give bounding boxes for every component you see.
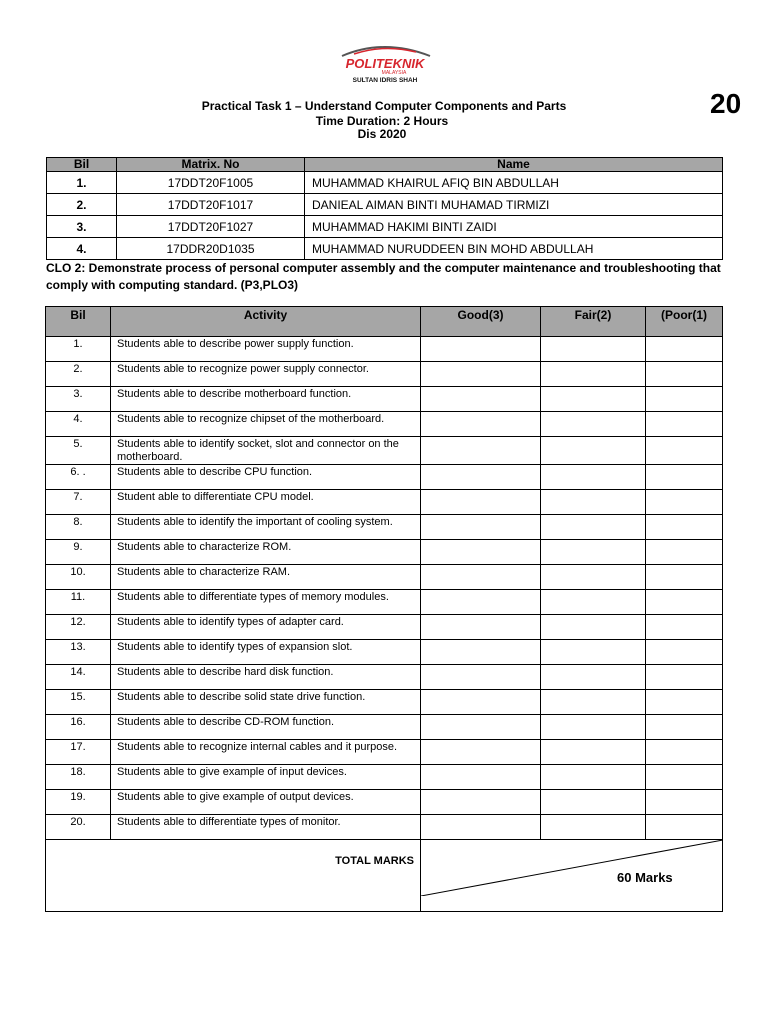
rubric-row: [46, 590, 723, 615]
rubric-row: [46, 715, 723, 740]
rubric-row: [46, 540, 723, 565]
rubric-row: [46, 437, 723, 465]
rubric-number: 1.: [46, 337, 111, 362]
student-name: MUHAMMAD KHAIRUL AFIQ BIN ABDULLAH: [305, 172, 723, 194]
rubric-activity: Students able to describe CPU function.: [111, 465, 421, 490]
rubric-number: 6. .: [46, 465, 111, 490]
rubric-fair-cell[interactable]: [541, 437, 646, 465]
student-bil: 1.: [47, 172, 117, 194]
rubric-number: 16.: [46, 715, 111, 740]
rubric-fair-cell[interactable]: [541, 362, 646, 387]
student-row: [47, 172, 723, 194]
rubric-number: 18.: [46, 765, 111, 790]
student-row: [47, 216, 723, 238]
rubric-activity: Students able to describe CD-ROM function.: [111, 715, 421, 740]
rubric-poor-cell[interactable]: [646, 437, 723, 465]
rubric-number: 8.: [46, 515, 111, 540]
rubric-poor-cell[interactable]: [646, 412, 723, 437]
rubric-number: 13.: [46, 640, 111, 665]
total-diagonal-line: [421, 840, 723, 896]
rubric-activity: Student able to differentiate CPU model.: [111, 490, 421, 515]
rubric-number: 12.: [46, 615, 111, 640]
rubric-number: 10.: [46, 565, 111, 590]
rubric-fair-cell[interactable]: [541, 465, 646, 490]
rubric-body: [46, 337, 723, 912]
rubric-good-cell[interactable]: [421, 515, 541, 540]
rubric-header: [46, 307, 723, 337]
rubric-activity: Students able to identify types of expansion slot.: [111, 640, 421, 665]
rubric-good-cell[interactable]: [421, 815, 541, 840]
rubric-poor-cell[interactable]: [646, 815, 723, 840]
total-marks-cell: [421, 840, 723, 912]
student-bil: 4.: [47, 238, 117, 260]
rubric-activity: Students able to give example of input devices.: [111, 765, 421, 790]
rubric-fair-cell[interactable]: [541, 412, 646, 437]
rubric-good-cell[interactable]: [421, 437, 541, 465]
rubric-row: [46, 490, 723, 515]
rubric-good-cell[interactable]: [421, 465, 541, 490]
student-table-header: [47, 158, 723, 172]
student-matrix: 17DDT20F1005: [117, 172, 305, 194]
rubric-poor-cell[interactable]: [646, 640, 723, 665]
rubric-good-cell[interactable]: [421, 565, 541, 590]
rubric-activity: Students able to give example of output devices.: [111, 790, 421, 815]
rubric-activity: Students able to recognize chipset of the motherboard.: [111, 412, 421, 437]
rubric-good-cell[interactable]: [421, 790, 541, 815]
rubric-header-poor: (Poor(1): [646, 307, 723, 337]
header-matrix-no: Matrix. No: [117, 158, 305, 172]
student-matrix: 17DDT20F1027: [117, 216, 305, 238]
student-bil: 3.: [47, 216, 117, 238]
rubric-good-cell[interactable]: [421, 590, 541, 615]
rubric-good-cell[interactable]: [421, 640, 541, 665]
rubric-fair-cell[interactable]: [541, 515, 646, 540]
rubric-poor-cell[interactable]: [646, 515, 723, 540]
rubric-number: 11.: [46, 590, 111, 615]
student-row: [47, 194, 723, 216]
rubric-good-cell[interactable]: [421, 540, 541, 565]
rubric-good-cell[interactable]: [421, 740, 541, 765]
rubric-poor-cell[interactable]: [646, 765, 723, 790]
student-bil: 2.: [47, 194, 117, 216]
rubric-row: [46, 815, 723, 840]
rubric-fair-cell[interactable]: [541, 640, 646, 665]
rubric-poor-cell[interactable]: [646, 615, 723, 640]
rubric-activity: Students able to identify types of adapter card.: [111, 615, 421, 640]
rubric-fair-cell[interactable]: [541, 765, 646, 790]
rubric-number: 14.: [46, 665, 111, 690]
document-title: Practical Task 1 – Understand Computer Components and Parts: [201, 99, 567, 113]
politeknik-logo: [332, 40, 438, 84]
rubric-activity: Students able to identify the important of cooling system.: [111, 515, 421, 540]
rubric-poor-cell[interactable]: [646, 740, 723, 765]
student-name: MUHAMMAD NURUDDEEN BIN MOHD ABDULLAH: [305, 238, 723, 260]
logo-country-text: MALAYSIA: [381, 70, 407, 76]
rubric-row: [46, 690, 723, 715]
logo-campus-text: SULTAN IDRIS SHAH: [352, 77, 418, 84]
rubric-row: [46, 615, 723, 640]
rubric-header-good: Good(3): [421, 307, 541, 337]
time-duration: Time Duration: 2 Hours: [315, 114, 449, 128]
rubric-fair-cell[interactable]: [541, 490, 646, 515]
rubric-row: [46, 565, 723, 590]
rubric-row: [46, 362, 723, 387]
rubric-good-cell[interactable]: [421, 665, 541, 690]
rubric-activity: Students able to identify socket, slot and connector on the motherboard.: [111, 437, 421, 465]
rubric-number: 7.: [46, 490, 111, 515]
rubric-number: 15.: [46, 690, 111, 715]
rubric-row: [46, 465, 723, 490]
rubric-poor-cell[interactable]: [646, 540, 723, 565]
rubric-poor-cell[interactable]: [646, 590, 723, 615]
document-date: Dis 2020: [357, 127, 407, 141]
rubric-activity: Students able to recognize power supply connector.: [111, 362, 421, 387]
rubric-number: 9.: [46, 540, 111, 565]
rubric-fair-cell[interactable]: [541, 815, 646, 840]
rubric-poor-cell[interactable]: [646, 790, 723, 815]
student-row: [47, 238, 723, 260]
rubric-activity: Students able to characterize RAM.: [111, 565, 421, 590]
rubric-activity: Students able to describe power supply function.: [111, 337, 421, 362]
rubric-good-cell[interactable]: [421, 715, 541, 740]
rubric-number: 17.: [46, 740, 111, 765]
rubric-fair-cell[interactable]: [541, 387, 646, 412]
header-name: Name: [305, 158, 723, 172]
rubric-good-cell[interactable]: [421, 490, 541, 515]
politeknik-logo-graphic: [332, 40, 438, 84]
rubric-good-cell[interactable]: [421, 690, 541, 715]
rubric-good-cell[interactable]: [421, 765, 541, 790]
rubric-number: 19.: [46, 790, 111, 815]
rubric-header-fair: Fair(2): [541, 307, 646, 337]
rubric-activity: Students able to differentiate types of monitor.: [111, 815, 421, 840]
rubric-row: [46, 387, 723, 412]
rubric-header-activity: Activity: [111, 307, 421, 337]
rubric-good-cell[interactable]: [421, 387, 541, 412]
header-bil: Bil: [47, 158, 117, 172]
rubric-activity: Students able to differentiate types of memory modules.: [111, 590, 421, 615]
rubric-activity: Students able to describe solid state drive function.: [111, 690, 421, 715]
rubric-row: [46, 740, 723, 765]
score-number: 20: [710, 88, 742, 119]
student-name: MUHAMMAD HAKIMI BINTI ZAIDI: [305, 216, 723, 238]
student-matrix: 17DDT20F1017: [117, 194, 305, 216]
rubric-poor-cell[interactable]: [646, 565, 723, 590]
rubric-fair-cell[interactable]: [541, 590, 646, 615]
rubric-number: 4.: [46, 412, 111, 437]
rubric-good-cell[interactable]: [421, 615, 541, 640]
rubric-row: [46, 337, 723, 362]
rubric-activity: Students able to recognize internal cables and it purpose.: [111, 740, 421, 765]
rubric-poor-cell[interactable]: [646, 465, 723, 490]
rubric-activity: Students able to describe motherboard function.: [111, 387, 421, 412]
rubric-header-bil: Bil: [46, 307, 111, 337]
student-name: DANIEAL AIMAN BINTI MUHAMAD TIRMIZI: [305, 194, 723, 216]
rubric-activity: Students able to characterize ROM.: [111, 540, 421, 565]
rubric-poor-cell[interactable]: [646, 387, 723, 412]
student-table: [46, 157, 723, 260]
rubric-fair-cell[interactable]: [541, 565, 646, 590]
total-marks-label: TOTAL MARKS: [46, 840, 421, 912]
rubric-fair-cell[interactable]: [541, 790, 646, 815]
rubric-poor-cell[interactable]: [646, 690, 723, 715]
rubric-fair-cell[interactable]: [541, 740, 646, 765]
rubric-row: [46, 412, 723, 437]
rubric-row: [46, 640, 723, 665]
rubric-good-cell[interactable]: [421, 337, 541, 362]
rubric-fair-cell[interactable]: [541, 337, 646, 362]
rubric-good-cell[interactable]: [421, 362, 541, 387]
rubric-row: [46, 665, 723, 690]
rubric-fair-cell[interactable]: [541, 540, 646, 565]
total-row: [46, 840, 723, 912]
rubric-row: [46, 790, 723, 815]
rubric-number: 3.: [46, 387, 111, 412]
rubric-poor-cell[interactable]: [646, 490, 723, 515]
rubric-good-cell[interactable]: [421, 412, 541, 437]
total-marks-value: 60 Marks: [617, 870, 673, 885]
rubric-poor-cell[interactable]: [646, 665, 723, 690]
rubric-poor-cell[interactable]: [646, 362, 723, 387]
rubric-number: 5.: [46, 437, 111, 465]
clo-statement: CLO 2: Demonstrate process of personal computer assembly and the computer maintenance and troubleshooting that comply with computing standard. (P3,PLO3): [46, 261, 721, 292]
rubric-poor-cell[interactable]: [646, 715, 723, 740]
rubric-activity: Students able to describe hard disk function.: [111, 665, 421, 690]
rubric-number: 2.: [46, 362, 111, 387]
rubric-row: [46, 765, 723, 790]
rubric-fair-cell[interactable]: [541, 665, 646, 690]
rubric-fair-cell[interactable]: [541, 615, 646, 640]
rubric-number: 20.: [46, 815, 111, 840]
rubric-row: [46, 515, 723, 540]
rubric-table: [45, 306, 723, 912]
student-matrix: 17DDR20D1035: [117, 238, 305, 260]
rubric-poor-cell[interactable]: [646, 337, 723, 362]
rubric-fair-cell[interactable]: [541, 715, 646, 740]
rubric-fair-cell[interactable]: [541, 690, 646, 715]
logo-name-text: POLITEKNIK: [345, 56, 425, 71]
